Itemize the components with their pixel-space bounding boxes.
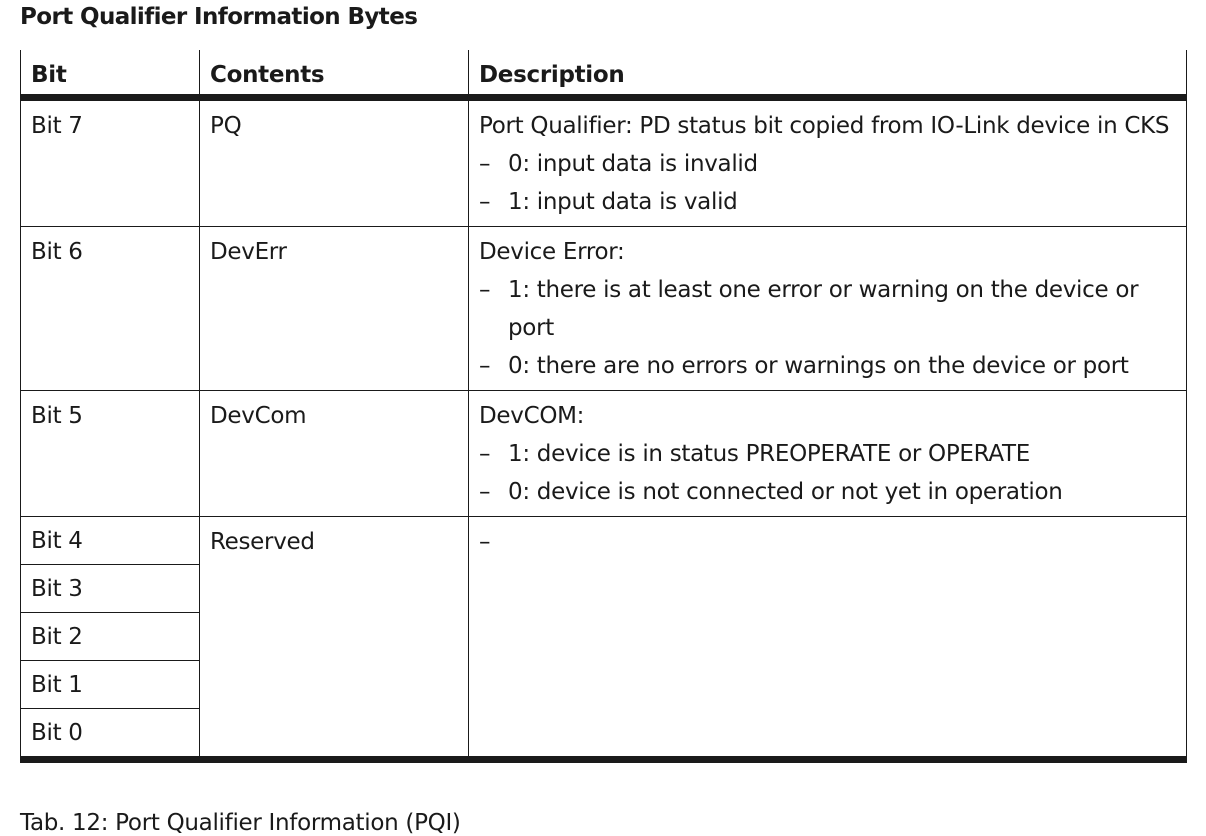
- list-item-text: 0: device is not connected or not yet in operation: [508, 478, 1063, 505]
- list-item: [479, 473, 1176, 511]
- table-row: [21, 97, 1187, 226]
- table-caption: Tab. 12: Port Qualifier Information (PQI): [20, 810, 461, 836]
- list-dash: –: [479, 276, 491, 303]
- contents-cell: DevCom: [200, 390, 469, 516]
- bit-cell: Bit 6: [21, 226, 200, 390]
- description-intro: DevCOM:: [479, 402, 585, 429]
- table-row: [21, 226, 1187, 390]
- contents-cell: DevErr: [200, 226, 469, 390]
- list-item: [479, 435, 1176, 473]
- list-dash: –: [479, 188, 491, 215]
- description-intro: Port Qualifier: PD status bit copied from IO-Link device in CKS: [479, 112, 1170, 139]
- list-item: [479, 145, 1176, 183]
- description-intro: Device Error:: [479, 238, 625, 265]
- list-dash: –: [479, 150, 491, 177]
- description-cell: [469, 226, 1187, 390]
- contents-cell: PQ: [200, 97, 469, 226]
- bit-cell: Bit 4: [21, 516, 200, 564]
- list-dash: –: [479, 352, 491, 379]
- table-row: [21, 390, 1187, 516]
- list-item: [479, 183, 1176, 221]
- list-dash: –: [479, 478, 491, 505]
- description-cell: [469, 390, 1187, 516]
- bit-cell: Bit 1: [21, 660, 200, 708]
- list-dash: –: [479, 440, 491, 467]
- description-cell-reserved: –: [469, 516, 1187, 759]
- list-item-text: 1: there is at least one error or warning on the device or port: [508, 276, 1139, 341]
- header-contents: Contents: [200, 50, 469, 97]
- list-item: [479, 347, 1176, 385]
- list-item-text: 0: there are no errors or warnings on the device or port: [508, 352, 1129, 379]
- bit-cell: Bit 5: [21, 390, 200, 516]
- header-bit: Bit: [21, 50, 200, 97]
- section-heading: Port Qualifier Information Bytes: [20, 4, 418, 30]
- bit-cell: Bit 7: [21, 97, 200, 226]
- description-cell: [469, 97, 1187, 226]
- list-item: [479, 271, 1176, 347]
- bit-cell: Bit 2: [21, 612, 200, 660]
- list-item-text: 1: input data is valid: [508, 188, 738, 215]
- table-header-row: [21, 50, 1187, 97]
- list-item-text: 1: device is in status PREOPERATE or OPERATE: [508, 440, 1030, 467]
- bit-cell: Bit 0: [21, 708, 200, 759]
- contents-cell-reserved: Reserved: [200, 516, 469, 759]
- header-description: Description: [469, 50, 1187, 97]
- table-row: [21, 516, 1187, 564]
- port-qualifier-table: [20, 50, 1187, 763]
- list-item-text: 0: input data is invalid: [508, 150, 758, 177]
- bit-cell: Bit 3: [21, 564, 200, 612]
